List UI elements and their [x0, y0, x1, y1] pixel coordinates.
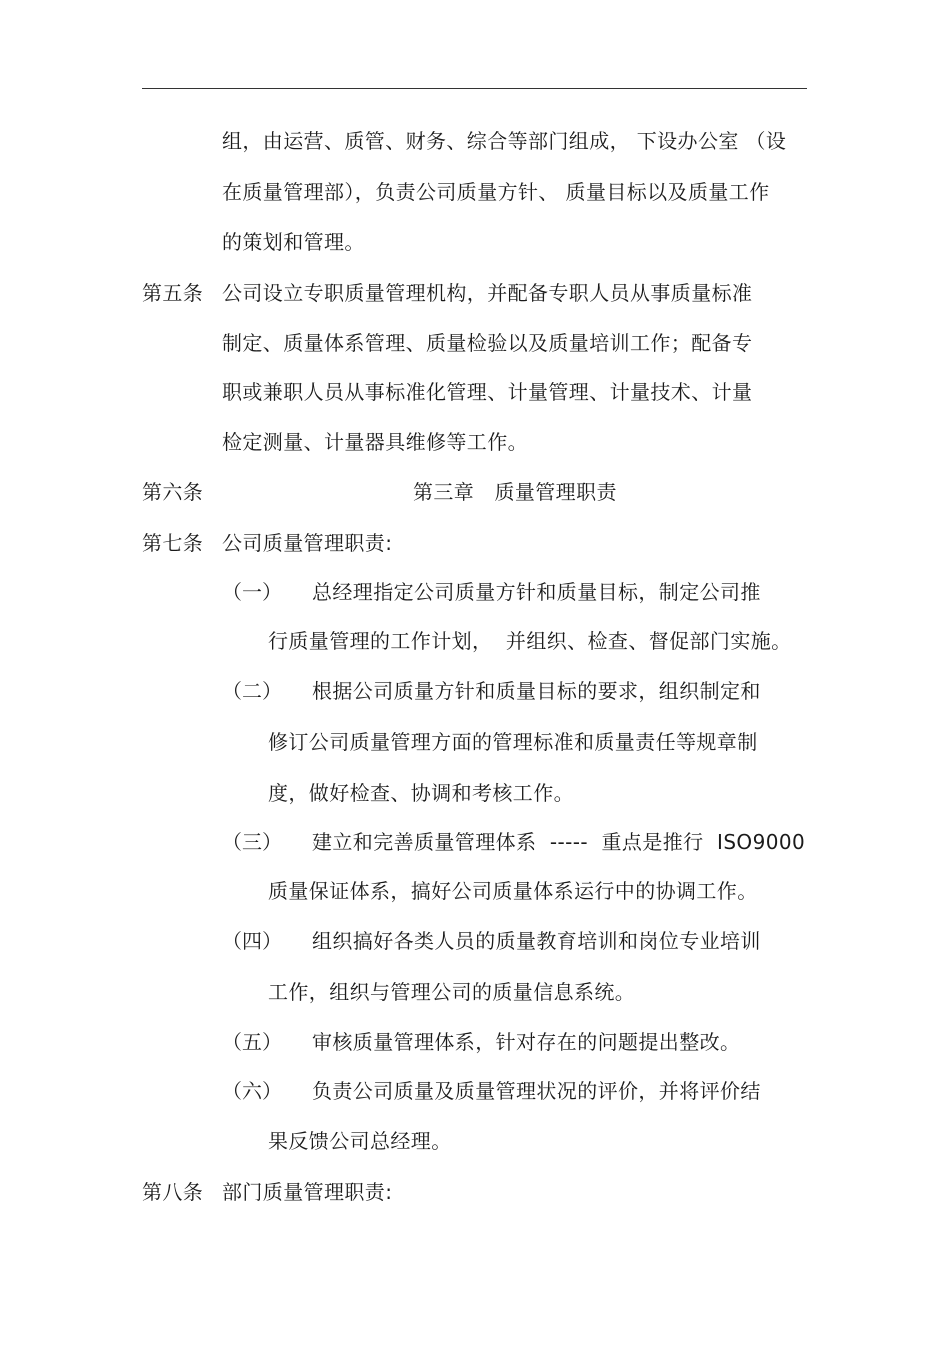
- item-2-number: （二）: [222, 679, 282, 703]
- article6-label: 第六条: [142, 480, 204, 504]
- intro-line-1: 组，由运营、质管、财务、综合等部门组成， 下设办公室 （设: [222, 129, 787, 153]
- item-1-line-1: 总经理指定公司质量方针和质量目标，制定公司推: [312, 580, 761, 604]
- article5-line-2: 制定、质量体系管理、质量检验以及质量培训工作；配备专: [222, 331, 753, 355]
- item-2-line-2: 修订公司质量管理方面的管理标准和质量责任等规章制: [268, 730, 758, 754]
- article5-line-1: 公司设立专职质量管理机构，并配备专职人员从事质量标准: [222, 281, 753, 305]
- item-5-number: （五）: [222, 1030, 282, 1054]
- article7-text: 公司质量管理职责:: [222, 531, 393, 555]
- article5-label: 第五条: [142, 281, 204, 305]
- item-4-line-2: 工作，组织与管理公司的质量信息系统。: [268, 980, 636, 1004]
- item-5-line-1: 审核质量管理体系，针对存在的问题提出整改。: [312, 1030, 741, 1054]
- article5-line-3: 职或兼职人员从事标准化管理、计量管理、计量技术、计量: [222, 380, 753, 404]
- item-1-number: （一）: [222, 580, 282, 604]
- item-3-line-2: 质量保证体系，搞好公司质量体系运行中的协调工作。: [268, 879, 758, 903]
- article7-label: 第七条: [142, 531, 204, 555]
- intro-line-3: 的策划和管理。: [222, 230, 365, 254]
- chapter-heading: 第三章 质量管理职责: [413, 480, 617, 504]
- article8-label: 第八条: [142, 1180, 204, 1204]
- item-6-line-1: 负责公司质量及质量管理状况的评价，并将评价结: [312, 1079, 761, 1103]
- intro-line-2: 在质量管理部），负责公司质量方针、 质量目标以及质量工作: [222, 180, 770, 204]
- item-2-line-1: 根据公司质量方针和质量目标的要求，组织制定和: [312, 679, 761, 703]
- item-3-number: （三）: [222, 830, 282, 854]
- header-rule: [142, 88, 807, 89]
- item-3-line-1: 建立和完善质量管理体系 ----- 重点是推行 ISO9000: [312, 830, 806, 854]
- item-1-line-2: 行质量管理的工作计划， 并组织、检查、督促部门实施。: [268, 629, 792, 653]
- item-4-number: （四）: [222, 929, 282, 953]
- item-6-number: （六）: [222, 1079, 282, 1103]
- article5-line-4: 检定测量、计量器具维修等工作。: [222, 430, 528, 454]
- item-6-line-2: 果反馈公司总经理。: [268, 1129, 452, 1153]
- article8-text: 部门质量管理职责:: [222, 1180, 393, 1204]
- item-2-line-3: 度，做好检查、协调和考核工作。: [268, 781, 574, 805]
- item-4-line-1: 组织搞好各类人员的质量教育培训和岗位专业培训: [312, 929, 761, 953]
